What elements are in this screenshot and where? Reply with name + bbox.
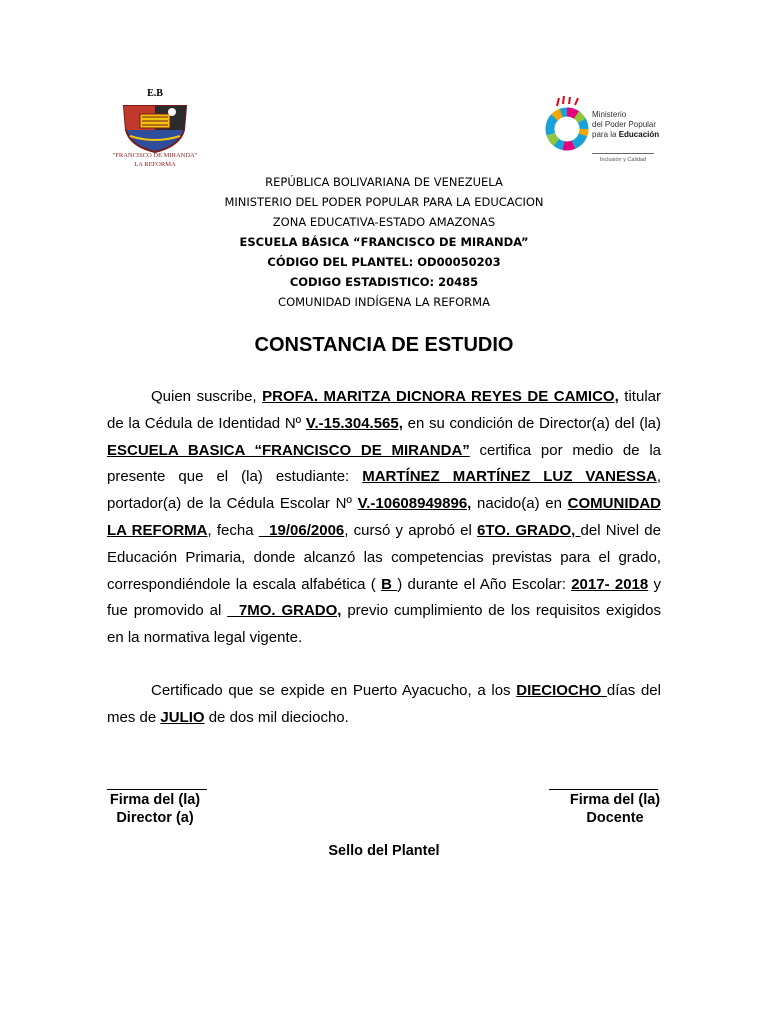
document-title: CONSTANCIA DE ESTUDIO <box>254 334 514 356</box>
grade-scale: B <box>381 575 398 593</box>
director-name: PROFA. MARITZA DICNORA REYES DE CAMICO, <box>262 388 619 405</box>
ministry-tagline: Inclusión y Calidad <box>599 157 647 163</box>
teacher-signature-line2: Docente <box>586 810 644 826</box>
body-text-segment: y fue promovido al <box>107 575 662 620</box>
header-ministry: MINISTERIO DEL PODER POPULAR PARA LA EDUCACION <box>224 195 544 209</box>
school-year: 2017- 2018 <box>571 575 649 593</box>
student-name: MARTÍNEZ MARTÍNEZ LUZ VANESSA <box>362 468 657 486</box>
body-text-segment: del Nivel de Educación Primaria, donde alcanzó las competencias previstas para el grado, correspondiéndole la escala alfabética ( <box>107 521 661 593</box>
header-statistic-code: CODIGO ESTADISTICO: 20485 <box>289 275 479 289</box>
document-header <box>0 172 768 312</box>
ministry-text-line2: del Poder Popular <box>592 120 657 129</box>
header-school-code: CÓDIGO DEL PLANTEL: OD00050203 <box>267 255 501 269</box>
body-text-segment: certifica por medio de la presente que el (la) estudiante: <box>107 441 661 486</box>
birthplace: COMUNIDAD LA REFORMA <box>107 495 661 539</box>
ministry-text-line3-prefix: para la <box>592 130 619 139</box>
body-text-segment: Quien suscribe, <box>151 388 263 405</box>
teacher-signature-line <box>549 789 658 790</box>
birthdate: 19/06/2006 <box>258 521 345 539</box>
school-crest-icon <box>118 100 192 154</box>
body-text-segment: previo cumplimiento de los requisitos exigidos en la normativa legal vigente. <box>107 602 661 647</box>
school-seal-label: Sello del Plantel <box>328 843 440 859</box>
director-signature-line1: Firma del (la) <box>109 792 201 808</box>
teacher-signature-label <box>560 791 670 827</box>
issue-day: DIECIOCHO <box>516 682 607 699</box>
body-text-segment: nacido(a) en <box>471 495 568 513</box>
issue-month: JULIO <box>160 708 205 726</box>
ministry-logo-rule <box>592 153 654 154</box>
ministry-ring-icon <box>543 96 591 162</box>
director-id: V.-15.304.565, <box>305 414 403 432</box>
school-logo-caption-place: LA REFORMA <box>134 161 176 168</box>
body-text-segment: , fecha <box>207 521 259 539</box>
header-community: COMUNIDAD INDÍGENA LA REFORMA <box>278 295 490 309</box>
body-text-segment: titular de la Cédula de Identidad Nº <box>107 388 661 432</box>
body-text-segment: ) durante el Año Escolar: <box>397 575 572 593</box>
school-name: ESCUELA BASICA “FRANCISCO DE MIRANDA” <box>107 441 470 459</box>
body-text-segment: en su condición de Director(a) del (la) <box>402 414 661 432</box>
ministry-logo <box>543 96 663 172</box>
teacher-signature-line1: Firma del (la) <box>569 792 661 808</box>
header-school: ESCUELA BÁSICA “FRANCISCO DE MIRANDA” <box>239 235 529 249</box>
issue-text-segment: días del mes de <box>107 682 661 726</box>
promoted-grade: 7MO. GRADO, <box>227 602 342 620</box>
issue-text-segment: de dos mil dieciocho. <box>204 708 349 726</box>
header-zone: ZONA EDUCATIVA-ESTADO AMAZONAS <box>272 215 496 229</box>
certificate-issue-statement <box>107 678 661 732</box>
body-text-segment: , portador(a) de la Cédula Escolar Nº <box>107 468 662 513</box>
student-id: V.-10608949896, <box>357 495 472 513</box>
ministry-text-line3 <box>592 130 662 140</box>
school-logo <box>110 88 200 174</box>
header-republic: REPÚBLICA BOLIVARIANA DE VENEZUELA <box>265 175 503 189</box>
director-signature-line2: Director (a) <box>116 810 194 826</box>
director-signature-line <box>107 789 207 790</box>
ministry-text-line1: Ministerio <box>592 110 627 119</box>
issue-text-segment: Certificado que se expide en Puerto Ayacucho, a los <box>151 682 517 699</box>
body-text-segment: , cursó y aprobó el <box>344 521 478 539</box>
director-signature-label <box>100 791 210 827</box>
grade: 6TO. GRADO, <box>477 521 581 539</box>
ministry-text-line3-bold: Educación <box>618 130 660 139</box>
school-logo-caption: "FRANCISCO DE MIRANDA" <box>112 152 198 159</box>
ministry-logo-text <box>592 110 662 140</box>
school-logo-label: E.B <box>147 88 163 99</box>
certificate-body <box>107 384 661 652</box>
